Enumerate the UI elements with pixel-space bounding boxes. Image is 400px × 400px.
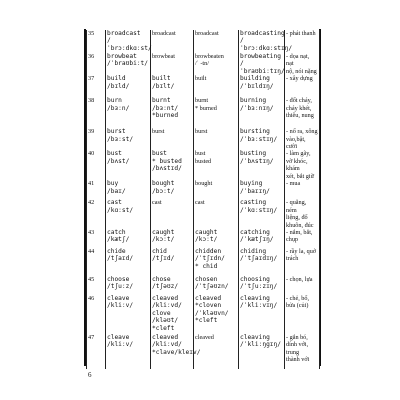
past-simple: cleaved /kliːvd/ clove /kləʊt/ *cleft (151, 295, 194, 334)
base-form: cleave /kliːv/ (106, 295, 151, 334)
row-number: 45 (87, 276, 106, 295)
base-form: cleave /kliːv/ (106, 334, 151, 369)
vietnamese-meaning: - dọa nạt, nạt nộ, nói nặng (285, 53, 320, 75)
base-form: burst /bɜːst/ (106, 128, 151, 150)
vietnamese-meaning: - xây dựng (285, 75, 320, 97)
row-number: 44 (87, 248, 106, 276)
vietnamese-meaning: - chọn, lựa (285, 276, 320, 295)
present-participle: catching /ˈkætʃɪŋ/ (239, 229, 285, 248)
vietnamese-meaning: - rầy la, quở trách (285, 248, 320, 276)
present-participle: broadcasting /ˈbrɔːdkɑːstɪŋ/ (240, 30, 293, 52)
present-participle: bursting /ˈbɜːstɪŋ/ (239, 128, 285, 150)
present-participle: cleaving /ˈkliːŋgɪŋ/ (239, 334, 285, 369)
base-form: bust /bʌst/ (106, 150, 151, 180)
row-number: 35 (87, 30, 106, 53)
table-row (87, 53, 320, 75)
row-number: 40 (87, 150, 106, 180)
past-participle: bust busted (194, 150, 239, 180)
present-participle: burning /ˈbɜːnɪŋ/ (239, 97, 285, 128)
row-number: 43 (87, 229, 106, 248)
row-number: 41 (87, 180, 106, 199)
base-form: burn /bɜːn/ (106, 97, 151, 128)
table-row (87, 128, 320, 150)
base-form: browbeat /ˈbraʊbiːt/ (106, 53, 151, 75)
present-participle: cleaving /ˈkliːvɪŋ/ (239, 295, 285, 334)
row-number: 39 (87, 128, 106, 150)
vietnamese-meaning: - gắn bó, dính với, trung thành với (285, 334, 320, 369)
irregular-verbs-table (86, 30, 320, 369)
past-participle: broadcast (194, 30, 239, 53)
page-number: 6 (88, 371, 92, 379)
past-simple: burst (151, 128, 194, 150)
present-participle: casting /ˈkɑːstɪŋ/ (239, 199, 285, 229)
table-row (87, 75, 320, 97)
vietnamese-meaning: - chẻ, bổ, bửa (củi) (285, 295, 320, 334)
base-form: cast /kɑːst/ (106, 199, 151, 229)
past-simple: burnt /bɜːnt/ *burned (151, 97, 194, 128)
table-row (87, 30, 320, 53)
past-simple: chid /tʃɪd/ (151, 248, 194, 276)
row-number: 37 (87, 75, 106, 97)
present-participle: browbeating /ˈbraʊbiːtɪŋ/ (240, 53, 285, 75)
table-row (87, 276, 320, 295)
row-number: 42 (87, 199, 106, 229)
present-participle: buying /ˈbaɪɪŋ/ (239, 180, 285, 199)
past-participle: burnt * burned (194, 97, 239, 128)
present-participle: choosing /ˈtʃuːzɪŋ/ (239, 276, 285, 295)
vietnamese-meaning: - mua (285, 180, 320, 199)
base-form: buy /baɪ/ (106, 180, 151, 199)
past-simple: cast (151, 199, 194, 229)
past-simple: broadcast (151, 30, 194, 53)
past-simple: bust * busted /bʌstɪd/ (151, 150, 194, 180)
vietnamese-meaning: - nắm, bắt, chụp (285, 229, 320, 248)
past-participle: bought (194, 180, 239, 199)
vietnamese-meaning: - quăng, ném liệng, đổ khuôn, đúc (285, 199, 320, 229)
row-number: 46 (87, 295, 106, 334)
past-participle: cleaved (194, 334, 239, 369)
table-row (87, 248, 320, 276)
base-form: build /bɪld/ (106, 75, 151, 97)
past-participle: built (194, 75, 239, 97)
table-row (87, 199, 320, 229)
past-participle: chidden /ˈtʃɪdn/ * chid (194, 248, 239, 276)
base-form: broadcast /ˈbrɔːdkɑːst/ (107, 30, 152, 52)
base-form: chide /tʃaɪd/ (106, 248, 151, 276)
past-simple: browbeat (151, 53, 194, 75)
base-form: choose /tʃuːz/ (106, 276, 151, 295)
past-participle: cast (194, 199, 239, 229)
vietnamese-meaning: - nổ ra, xông vào,bật, cười (286, 128, 318, 151)
table-row (87, 97, 320, 128)
past-participle: browbeaten /ˈ -tn/ (194, 53, 239, 75)
table-row (87, 295, 320, 334)
vietnamese-meaning: - đốt cháy, cháy khét, thiêu, nung (285, 97, 320, 128)
present-participle: busting /ˈbʌstɪŋ/ (239, 150, 285, 180)
past-participle: chosen /ˈtʃəʊzn/ (194, 276, 239, 295)
past-simple: cleaved /kliːvd/ *clave/kleɪv/ (151, 334, 194, 369)
present-participle: chiding /ˈtʃaɪdɪŋ/ (239, 248, 285, 276)
row-number: 36 (87, 53, 106, 75)
past-participle: caught /kɔːt/ (194, 229, 239, 248)
past-simple: built /bɪlt/ (151, 75, 194, 97)
vietnamese-meaning: - làm gãy, vỡ khóc, khám xét, bắt giữ (285, 150, 320, 180)
vietnamese-meaning: - phát thanh (285, 30, 320, 53)
row-number: 38 (87, 97, 106, 128)
table-row (87, 334, 320, 369)
row-number: 47 (87, 334, 106, 369)
past-simple: caught /kɔːt/ (151, 229, 194, 248)
past-participle: burst (194, 128, 239, 150)
present-participle: building /ˈbɪldɪŋ/ (239, 75, 285, 97)
table-row (87, 229, 320, 248)
base-form: catch /kætʃ/ (106, 229, 151, 248)
table-row (87, 180, 320, 199)
past-simple: bought /bɔːt/ (151, 180, 194, 199)
past-participle: cleaved *cloven /ˈkləʊvn/ *cleft (194, 295, 239, 334)
table-row (87, 150, 320, 180)
past-simple: chose /tʃəʊz/ (151, 276, 194, 295)
